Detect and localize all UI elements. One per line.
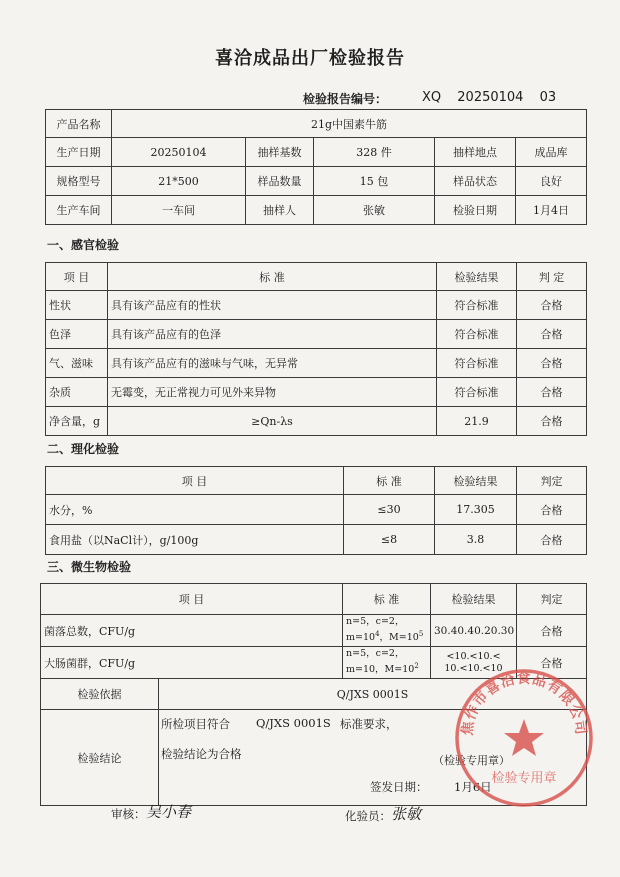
sample-state: 良好 xyxy=(516,167,587,196)
micro-std-line1: n=5，c=2， xyxy=(346,616,405,628)
physchem-header-item: 项 目 xyxy=(46,467,344,495)
report-no-value: XQ 20250104 03 xyxy=(422,90,557,105)
sensory-std: ≥Qn-λs xyxy=(108,407,437,436)
company-seal xyxy=(449,663,599,813)
sensory-judge: 合格 xyxy=(517,349,587,378)
physchem-item: 水分，% xyxy=(46,495,344,525)
sensory-std: 具有该产品应有的滋味与气味，无异常 xyxy=(108,349,437,378)
sensory-table xyxy=(45,262,587,436)
sample-state-label: 样品状态 xyxy=(435,167,516,196)
sampler-label: 抽样人 xyxy=(246,196,314,225)
sensory-judge: 合格 xyxy=(517,320,587,349)
physchem-item: 食用盐（以NaCl计），g/100g xyxy=(46,525,344,555)
sample-place-label: 抽样地点 xyxy=(435,138,516,167)
report-no-label: 检验报告编号： xyxy=(303,92,388,106)
sensory-header-judge: 判 定 xyxy=(517,263,587,291)
conclusion-line2: 检验结论为合格 xyxy=(161,747,242,761)
issue-label: 签发日期： xyxy=(370,780,428,794)
sample-base-label: 抽样基数 xyxy=(246,138,314,167)
micro-judge: 合格 xyxy=(517,647,587,679)
sensory-header-item: 项 目 xyxy=(46,263,108,291)
micro-header-judge: 判定 xyxy=(517,584,587,615)
micro-result-line1: <10.<10.< xyxy=(446,650,501,662)
sensory-judge: 合格 xyxy=(517,378,587,407)
seal-subtext: 检验专用章 xyxy=(491,771,557,786)
sensory-item: 净含量，g xyxy=(46,407,108,436)
sensory-header-std: 标 准 xyxy=(108,263,437,291)
conclusion-label: 检验结论 xyxy=(41,710,159,806)
sample-base: 328 件 xyxy=(314,138,435,167)
sample-qty-label: 样品数量 xyxy=(246,167,314,196)
sensory-result: 符合标准 xyxy=(437,291,517,320)
micro-section-title: 三、微生物检验 xyxy=(47,560,132,574)
product-name-label: 产品名称 xyxy=(46,110,112,138)
sensory-item: 色泽 xyxy=(46,320,108,349)
sensory-section-title: 一、感官检验 xyxy=(47,238,120,252)
micro-std-m: m=10，M=10 xyxy=(346,664,415,676)
report-title: 喜洽成品出厂检验报告 xyxy=(215,48,405,69)
basis-label: 检验依据 xyxy=(41,679,159,710)
micro-std xyxy=(343,647,431,679)
tester-label: 化验员： xyxy=(345,809,391,823)
physchem-std: ≤8 xyxy=(344,525,435,555)
micro-judge: 合格 xyxy=(517,615,587,647)
table-row xyxy=(46,349,587,378)
issue-date: 1月6日 xyxy=(454,780,492,794)
physchem-judge: 合格 xyxy=(517,525,587,555)
micro-std-M-exp: 5 xyxy=(418,630,424,639)
sensory-std: 无霉变，无正常视力可见外来异物 xyxy=(108,378,437,407)
seal-text: 焦作市喜洽食品有限公司 xyxy=(459,670,589,737)
sensory-item: 杂质 xyxy=(46,378,108,407)
sampler: 张敏 xyxy=(314,196,435,225)
table-row xyxy=(46,525,587,555)
sensory-judge: 合格 xyxy=(517,291,587,320)
physchem-section-title: 二、理化检验 xyxy=(47,442,120,456)
sensory-item: 性状 xyxy=(46,291,108,320)
micro-std-m: m=10 xyxy=(346,632,376,644)
star-icon xyxy=(504,719,544,756)
physchem-std: ≤30 xyxy=(344,495,435,525)
physchem-header-result: 检验结果 xyxy=(435,467,517,495)
inspect-date-label: 检验日期 xyxy=(435,196,516,225)
sensory-item: 气、滋味 xyxy=(46,349,108,378)
micro-std-M-exp: 2 xyxy=(414,662,419,671)
conclusion-line1c: 标准要求， xyxy=(340,717,398,731)
table-row xyxy=(46,407,587,436)
sample-qty: 15 包 xyxy=(314,167,435,196)
physchem-table xyxy=(45,466,587,555)
sensory-result: 符合标准 xyxy=(437,349,517,378)
stamp-note: （检验专用章） xyxy=(433,754,510,767)
micro-std-M: ，M=10 xyxy=(379,632,419,644)
product-name: 21g中国素牛筋 xyxy=(112,110,587,138)
physchem-header-std: 标 准 xyxy=(344,467,435,495)
table-row xyxy=(46,320,587,349)
workshop-label: 生产车间 xyxy=(46,196,112,225)
micro-std xyxy=(343,615,431,647)
sensory-std: 具有该产品应有的性状 xyxy=(108,291,437,320)
micro-item: 大肠菌群，CFU/g xyxy=(41,647,343,679)
sensory-judge: 合格 xyxy=(517,407,587,436)
sensory-result: 21.9 xyxy=(437,407,517,436)
table-row xyxy=(46,291,587,320)
tester-signature: 张敏 xyxy=(391,805,422,823)
conclusion-line1b: Q/JXS 0001S xyxy=(256,716,331,730)
reviewer-label: 审核： xyxy=(111,807,146,821)
micro-std-line1: n=5，c=2， xyxy=(346,648,405,660)
reviewer-signature: 吴小春 xyxy=(146,803,192,821)
sensory-header-result: 检验结果 xyxy=(437,263,517,291)
spec: 21*500 xyxy=(112,167,246,196)
micro-header-result: 检验结果 xyxy=(431,584,517,615)
basic-info-table xyxy=(45,109,587,225)
workshop: 一车间 xyxy=(112,196,246,225)
sensory-std: 具有该产品应有的色泽 xyxy=(108,320,437,349)
inspect-date: 1月4日 xyxy=(516,196,587,225)
spec-label: 规格型号 xyxy=(46,167,112,196)
physchem-result: 3.8 xyxy=(435,525,517,555)
micro-header-item: 项 目 xyxy=(41,584,343,615)
physchem-judge: 合格 xyxy=(517,495,587,525)
micro-item: 菌落总数，CFU/g xyxy=(41,615,343,647)
conclusion-line1a: 所检项目符合 xyxy=(161,717,230,731)
micro-result: 30.40.40.20.30 xyxy=(431,615,517,647)
prod-date-label: 生产日期 xyxy=(46,138,112,167)
micro-std-m-exp: 4 xyxy=(375,630,380,639)
sensory-result: 符合标准 xyxy=(437,378,517,407)
prod-date: 20250104 xyxy=(112,138,246,167)
table-row xyxy=(46,495,587,525)
physchem-result: 17.305 xyxy=(435,495,517,525)
sensory-result: 符合标准 xyxy=(437,320,517,349)
physchem-header-judge: 判定 xyxy=(517,467,587,495)
micro-header-std: 标 准 xyxy=(343,584,431,615)
table-row xyxy=(41,615,587,647)
basis-value: Q/JXS 0001S xyxy=(159,679,587,710)
sample-place: 成品库 xyxy=(516,138,587,167)
micro-result-line2: 10.<10.<10 xyxy=(444,662,503,674)
table-row xyxy=(46,378,587,407)
